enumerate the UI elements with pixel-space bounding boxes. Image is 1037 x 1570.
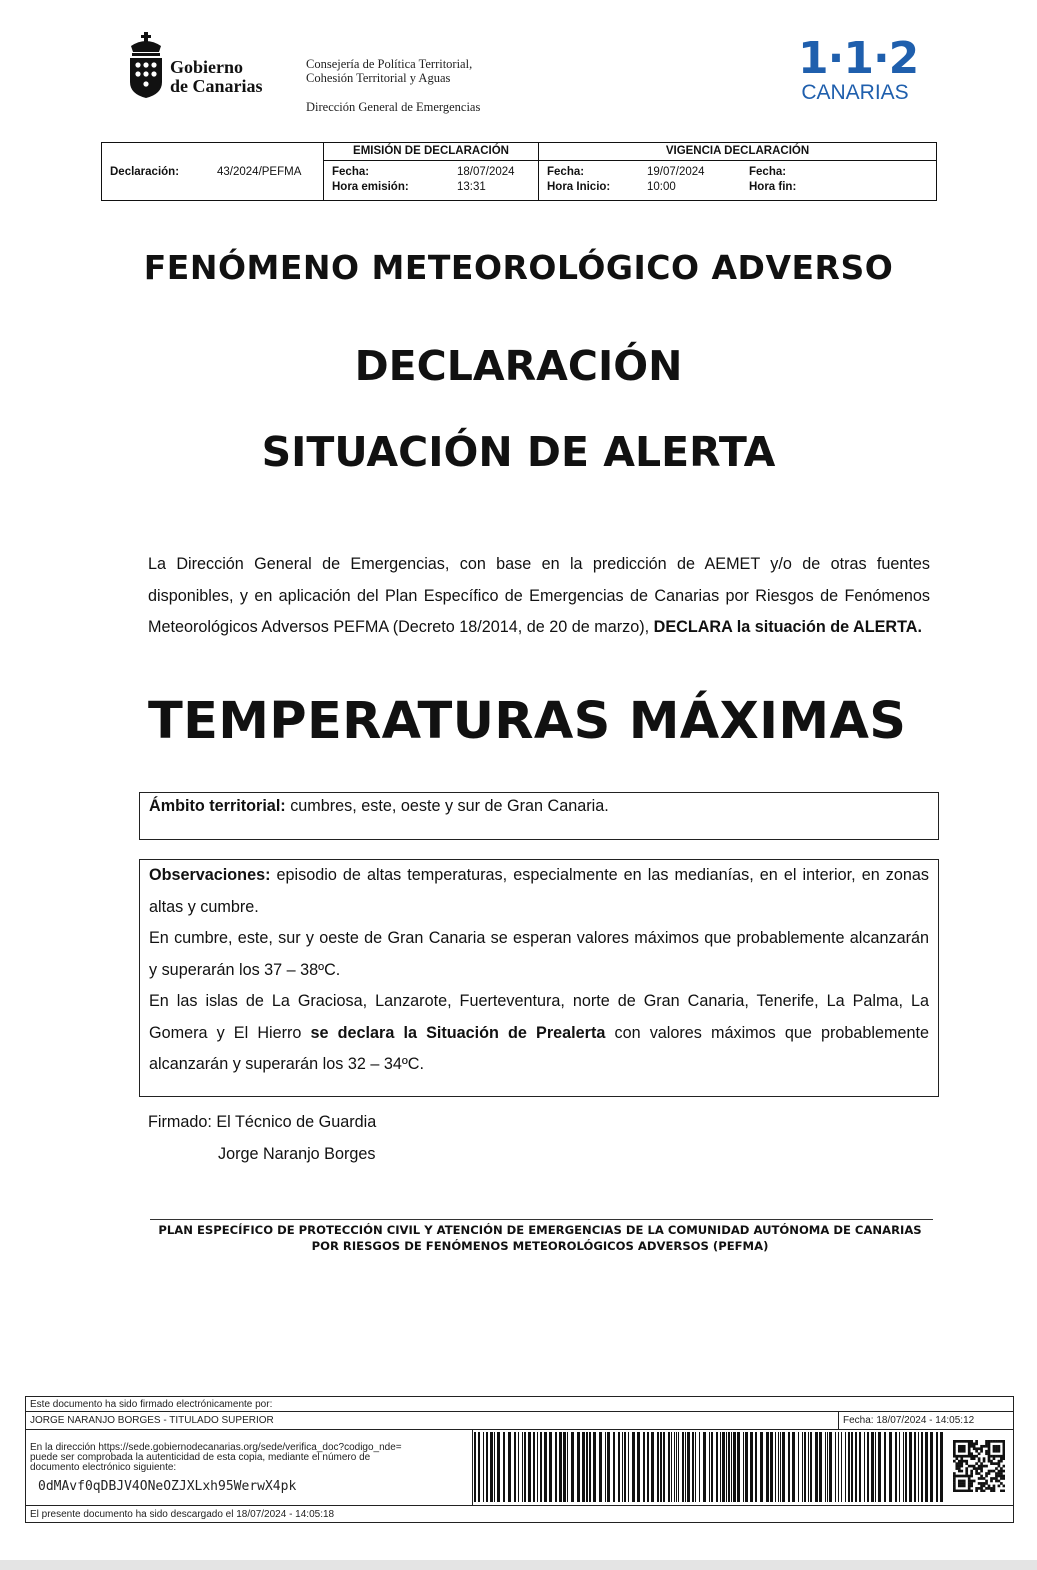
- footer-divider: [26, 1429, 1013, 1430]
- title-fenomeno: FENÓMENO METEOROLÓGICO ADVERSO: [143, 248, 894, 287]
- emision-col: [324, 143, 539, 200]
- page-edge: [0, 1560, 1037, 1570]
- obs-label: Observaciones:: [149, 866, 271, 884]
- declaration-label: Declaración:: [110, 166, 180, 178]
- obs-paragraph-1: [149, 860, 929, 923]
- ambito-box: [139, 792, 939, 840]
- gov-name-line2: de Canarias: [170, 76, 263, 96]
- verify-line1: En la dirección https://sede.gobiernodecanarias.org/sede/verifica_doc?codigo_nde=: [30, 1442, 402, 1453]
- vigencia-hora-inicio-label: Hora Inicio:: [547, 181, 611, 193]
- vigencia-hora-inicio: 10:00: [647, 181, 676, 193]
- vigencia-fecha: 19/07/2024: [647, 166, 705, 178]
- declaration-value: 43/2024/PEFMA: [217, 166, 302, 178]
- verify-line2: puede ser comprobada la autenticidad de esta copia, mediante el número de: [30, 1452, 371, 1463]
- consejeria-line1: Consejería de Política Territorial,: [306, 57, 473, 71]
- direccion-general: Dirección General de Emergencias: [306, 100, 481, 114]
- vigencia-col: [539, 143, 936, 200]
- footer-divider: [26, 1505, 1013, 1506]
- signed-by-label: Este documento ha sido firmado electrónicamente por:: [30, 1399, 273, 1410]
- qr-code-icon: [953, 1440, 1005, 1492]
- emision-fecha: 18/07/2024: [457, 166, 515, 178]
- plan-line2: POR RIESGOS DE FENÓMENOS METEOROLÓGICOS ADVERSOS (PEFMA): [311, 1239, 769, 1253]
- obs-p1: episodio de altas temperaturas, especialmente en las medianías, en el interior, en zonas altas y cumbre.: [149, 866, 929, 916]
- emision-title: EMISIÓN DE DECLARACIÓN: [324, 143, 538, 161]
- signature-fecha: Fecha: 18/07/2024 - 14:05:12: [843, 1415, 975, 1426]
- gobierno-canarias-name: [170, 58, 263, 96]
- firma-line1: Firmado: El Técnico de Guardia: [148, 1113, 377, 1131]
- vigencia-fecha-fin-label: Fecha:: [749, 166, 787, 178]
- gov-name-line1: Gobierno: [170, 57, 244, 77]
- logo-112: [798, 33, 919, 104]
- consejeria-line2: Cohesión Territorial y Aguas: [306, 71, 451, 85]
- declaration-col: [102, 143, 324, 200]
- intro-text: La Dirección General de Emergencias, con base en la predicción de AEMET y/o de otras fuentes disponibles, y en aplicación del Plan Específico de Emergencias de Canarias por Riesgos de Fenómenos Meteorológicos Adversos PEFMA (Decreto 18/2014, de 20 de marzo),: [148, 555, 930, 636]
- plan-divider: [150, 1219, 933, 1220]
- document-code: 0dMAvf0qDBJV4ONeOZJXLxh95WerwX4pk: [38, 1479, 297, 1494]
- emision-hora-label: Hora emisión:: [332, 181, 409, 193]
- fecha-cell: [838, 1411, 1014, 1429]
- plan-line1: PLAN ESPECÍFICO DE PROTECCIÓN CIVIL Y ATENCIÓN DE EMERGENCIAS DE LA COMUNIDAD AUTÓNOMA DE CANARIAS: [158, 1223, 922, 1237]
- ambito-text: cumbres, este, oeste y sur de Gran Canaria.: [285, 797, 609, 815]
- emision-hora: 13:31: [457, 181, 486, 193]
- obs-p3b: se declara la Situación de Prealerta: [310, 1023, 606, 1042]
- title-declaracion: DECLARACIÓN: [354, 342, 683, 390]
- vigencia-title: VIGENCIA DECLARACIÓN: [539, 143, 936, 161]
- barcode-icon: [474, 1432, 944, 1502]
- intro-paragraph: [148, 549, 930, 644]
- signer-name: JORGE NARANJO BORGES - TITULADO SUPERIOR: [30, 1415, 274, 1426]
- plan-title: [140, 1222, 940, 1254]
- title-situacion: SITUACIÓN DE ALERTA: [261, 428, 776, 476]
- consejeria: [306, 57, 472, 85]
- firma-line2: Jorge Naranjo Borges: [218, 1145, 376, 1163]
- obs-paragraph-2: En cumbre, este, sur y oeste de Gran Canaria se esperan valores máximos que probablemente alcanzarán y superarán los 37 – 38ºC.: [149, 929, 929, 979]
- phenomenon-title: TEMPERATURAS MÁXIMAS: [148, 692, 907, 751]
- logo-112-text: CANARIAS: [801, 81, 909, 104]
- emision-fecha-label: Fecha:: [332, 166, 370, 178]
- downloaded-text: El presente documento ha sido descargado el 18/07/2024 - 14:05:18: [30, 1509, 335, 1520]
- footer-col-divider: [472, 1429, 473, 1505]
- ambito-label: Ámbito territorial:: [149, 797, 286, 815]
- observaciones-box: [139, 859, 939, 1097]
- intro-bold: DECLARA la situación de ALERTA.: [653, 618, 922, 636]
- obs-p3a: En las islas de La Graciosa, Lanzarote, Fuerteventura, norte de Gran Canaria, Tenerife, La Palma, La Gomera y El Hierro: [149, 992, 929, 1042]
- obs-p3c: con valores máximos que probablemente alcanzarán y superarán los 32 – 34ºC.: [149, 1023, 929, 1073]
- declaration-table: [101, 142, 937, 201]
- vigencia-hora-fin-label: Hora fin:: [749, 181, 797, 193]
- verify-line3: documento electrónico siguiente:: [30, 1462, 177, 1473]
- logo-112-number: 1·1·2: [798, 33, 919, 84]
- vigencia-fecha-label: Fecha:: [547, 166, 585, 178]
- obs-paragraph-3: [149, 986, 929, 1081]
- signature-footer: [25, 1396, 1014, 1523]
- gobierno-canarias-crest-icon: [128, 32, 164, 98]
